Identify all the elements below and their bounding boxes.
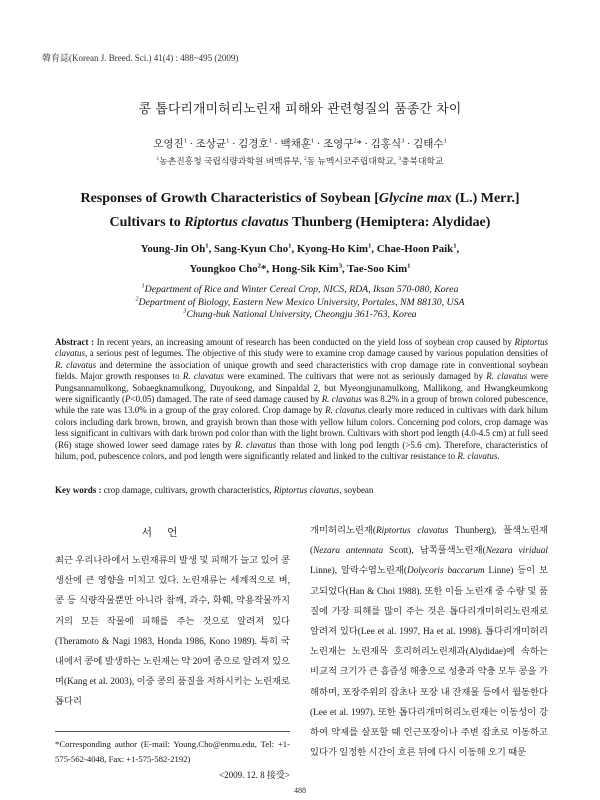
received-date: <2009. 12. 8 接受> bbox=[219, 770, 290, 780]
text-run: Department of Rice and Winter Cereal Crop, NICS, RDA, Iksan 570-080, Korea bbox=[144, 284, 459, 295]
title-english-line-1 bbox=[0, 187, 600, 211]
superscript: 1 bbox=[268, 137, 272, 145]
authors-korean bbox=[0, 136, 600, 151]
section-heading-introduction: 서 언 bbox=[141, 527, 184, 539]
superscript: 1 bbox=[288, 242, 292, 250]
text-run: 개미허리노린재( bbox=[310, 526, 376, 536]
italic-text: R. clavatus bbox=[325, 405, 366, 416]
italic-text: Glycine max bbox=[378, 191, 452, 206]
keywords-label: Key words : bbox=[55, 485, 102, 495]
abstract bbox=[55, 337, 548, 462]
abstract-body bbox=[55, 337, 548, 461]
superscript: 3 bbox=[398, 156, 401, 163]
text-run: , Chae-Hoon Paik bbox=[371, 243, 454, 255]
abstract-label: Abstract : bbox=[55, 337, 95, 347]
title-korean: 콩 톱다리개미허리노린재 피해와 관련형질의 품종간 차이 bbox=[138, 102, 462, 117]
text-run: Thunberg (Hemiptera: Alydidae) bbox=[288, 215, 491, 230]
superscript: 1 bbox=[407, 261, 411, 269]
superscript: 1 bbox=[310, 137, 315, 145]
superscript: 3 bbox=[338, 261, 343, 269]
text-run: · 조영구 bbox=[314, 139, 354, 150]
italic-text: Dolycoris baccarum bbox=[406, 566, 485, 577]
text-run: · 김태수 bbox=[404, 139, 444, 150]
affiliation-line-1 bbox=[0, 284, 600, 297]
title-english-line-2 bbox=[0, 211, 600, 235]
text-run: , bbox=[456, 243, 460, 255]
affiliations-english bbox=[0, 284, 600, 322]
superscript: 1 bbox=[156, 156, 160, 163]
superscript: 1 bbox=[205, 242, 209, 250]
superscript: 3 bbox=[183, 308, 187, 315]
footnote-rule bbox=[55, 731, 290, 732]
text-run: , Kyong-Ho Kim bbox=[291, 243, 368, 255]
text-run: Chung-buk National University, Cheongju 361-763, Korea bbox=[186, 309, 417, 321]
text-run: Linne), 알락수염노린재( bbox=[310, 566, 407, 577]
text-run: and determine the association of unique growth and seed characteristics with crop damage rate in conventional soybean fields. Major growth responses to bbox=[55, 359, 548, 382]
affiliations-korean bbox=[0, 154, 600, 167]
italic-text: R. clavatus bbox=[457, 451, 498, 462]
title-english bbox=[0, 187, 600, 235]
text-run: *, Hong-Sik Kim bbox=[260, 262, 339, 275]
text-run: · 백채훈 bbox=[271, 139, 311, 150]
text-run: Scott), 남쪽풀색노린재( bbox=[383, 546, 486, 557]
text-run: . bbox=[497, 451, 500, 462]
italic-text: R. clavatus bbox=[235, 439, 277, 450]
superscript: 2 bbox=[135, 296, 139, 303]
keywords-body bbox=[102, 485, 374, 495]
footnote-corresponding-author: *Corresponding author (E-mail: Young.Cho@enmu.edu, Tel: +1-575-562-4048, Fax: +1-575-582-2192) bbox=[55, 739, 290, 764]
text-run: crop damage, cultivars, growth characteristics, bbox=[101, 485, 274, 495]
italic-text: R. clavatus bbox=[486, 371, 528, 382]
superscript: 1 bbox=[367, 242, 372, 250]
page-number: 488 bbox=[294, 786, 306, 795]
authors-english-line-2 bbox=[0, 260, 600, 280]
superscript: 1 bbox=[443, 137, 447, 145]
text-run: Cultivars to bbox=[109, 215, 185, 230]
italic-text: P bbox=[125, 394, 131, 405]
text-run: · 조상균 bbox=[186, 139, 227, 150]
text-run: 최근 우리나라에서 노린재류의 발생 및 피해가 늘고 있어 콩 생산에 큰 영향을 미치고 있다. 노린재류는 세계적으로 벼, 콩 등 식량작물뿐만 아니라 참깨, 과수, 화훼, 약용작물까지 거의 모든 작물에 피해를 주는 것으로 알려져 있다(Theramoto & Nagi 1983, Honda 1986, Kono 1989). 특히 국내에서 콩에 발생하는 노린재는 약 20여 종으로 알려져 있으며(Kang et al. 2003), 이중 콩의 품질을 저하시키는 노린재로 톱다리 bbox=[55, 556, 290, 708]
italic-text: Riptortus clavatus bbox=[273, 485, 340, 495]
text-run: clearly more reduced in cultivars with dark hilum colors including dark brown, brown, and grayish brown than those with yellow hilum colors. Concerning pod colors, crop damage was less significant in cultivars with dark brown pod color than with the light brown. Cultivars with short pod length (4.0-4.5 cm) at full seed (R6) stage showed lower seed damage rates by bbox=[55, 405, 548, 450]
text-run: 오영진 bbox=[153, 139, 184, 150]
text-run: 충북대학교 bbox=[401, 156, 444, 166]
italic-text: R. clavatus bbox=[55, 359, 97, 370]
text-run: * · 김홍식 bbox=[356, 139, 402, 150]
text-run: , Tae-Soo Kim bbox=[342, 262, 408, 275]
superscript: 2 bbox=[353, 137, 357, 145]
text-run: was 8.2% in a group of brown colored pubescence, while the rate was 13.0% in a group of the gray colored. Crop damage by bbox=[55, 394, 548, 416]
text-run: Thunberg), 풀색노린재( bbox=[310, 526, 548, 557]
journal-header: 韓育誌(Korean J. Breed. Sci.) 41(4) : 488~495 (2009) bbox=[42, 53, 239, 63]
italic-text: R. clavatus bbox=[182, 371, 224, 382]
authors-english bbox=[0, 240, 600, 279]
text-run: · 김경호 bbox=[229, 139, 269, 150]
intro-column-left bbox=[55, 551, 290, 713]
text-run: Young-Jin Oh bbox=[140, 243, 206, 255]
text-run: Department of Biology, Eastern New Mexico University, Portales, NM 88130, USA bbox=[138, 296, 465, 308]
affiliation-line-2 bbox=[0, 297, 600, 310]
italic-text: R. clavatus bbox=[321, 394, 362, 405]
text-run: (L.) Merr.] bbox=[451, 191, 520, 206]
affiliation-line-3 bbox=[0, 309, 600, 322]
text-run: than those with long pod length (>5.6 cm). Therefore, characteristics of hilum, pod, pubescence colors, and pod length were significantly related and linked to the cultivar resistance to bbox=[55, 439, 548, 462]
text-run: 동 뉴멕시코주립대학교, bbox=[306, 156, 399, 166]
superscript: 3 bbox=[401, 137, 405, 145]
superscript: 1 bbox=[141, 283, 145, 290]
text-run: Linne) 등이 보고되었다(Han & Choi 1988). 또한 이들 노린재 중 수량 및 품질에 가장 피해를 많이 주는 것은 톱다리개미허리노린재로 알려져 있다(Lee et al. 1997, Ha et al. 1998). 톱다리개미허리노린재는 노린재목 호리허리노린재과(Alydidae)에 속하는 비교적 크기가 큰 흡즙성 해충으로 성충과 약충 모두 콩을 가해하며, 포장주위의 잡초나 포장 내 잔재물 등에서 월동한다(Lee et al. 1997). 또한 톱다리개미허리노린재는 이동성이 강하여 약제를 살포할 때 인근포장이나 주변 잡초로 이동하고 있다가 일정한 시간이 흐른 뒤에 다시 이동해 오기 때문 bbox=[310, 566, 548, 759]
superscript: 2 bbox=[303, 156, 307, 163]
italic-text: Nezara antennata bbox=[313, 546, 384, 557]
text-run: 농촌진흥청 국립식량과학원 벼맥류부, bbox=[159, 156, 304, 166]
italic-text: Riptortus clavatus bbox=[184, 215, 289, 230]
italic-text: Nezara viridual bbox=[485, 546, 548, 557]
text-run: were examined. The cultivars that were not as seriously damaged by bbox=[223, 371, 487, 382]
text-run: <0.05) damaged. The rate of seed damage caused by bbox=[130, 394, 322, 405]
italic-text: Riptortus clavatus bbox=[375, 526, 449, 536]
text-run: Responses of Growth Characteristics of Soybean [ bbox=[80, 191, 379, 206]
text-run: In recent years, an increasing amount of research has been conducted on the yield loss of soybean crop caused by bbox=[94, 337, 515, 347]
authors-english-line-1 bbox=[0, 240, 600, 260]
text-run: , soybean bbox=[339, 485, 374, 495]
superscript: 1 bbox=[226, 137, 230, 145]
superscript: 1 bbox=[453, 242, 457, 250]
text-run: Youngkoo Cho bbox=[189, 262, 258, 275]
superscript: 2 bbox=[257, 261, 261, 269]
text-run: were Pungsannamulkong, Sobaegknamulkong, Duyoukong, and Sinpaldal 2, but Myeongjunamulkong, Mallikong, and Hwangkeumkong were significantly ( bbox=[55, 371, 548, 405]
text-run: , a serious pest of legumes. The objective of this study were to examine crop damage caused by various population densities of bbox=[85, 348, 548, 359]
superscript: 1 bbox=[183, 137, 187, 145]
italic-text: Riptortus clavatus bbox=[55, 337, 548, 359]
keywords bbox=[55, 485, 548, 496]
text-run: , Sang-Kyun Cho bbox=[208, 243, 289, 255]
intro-column-right bbox=[310, 521, 548, 783]
